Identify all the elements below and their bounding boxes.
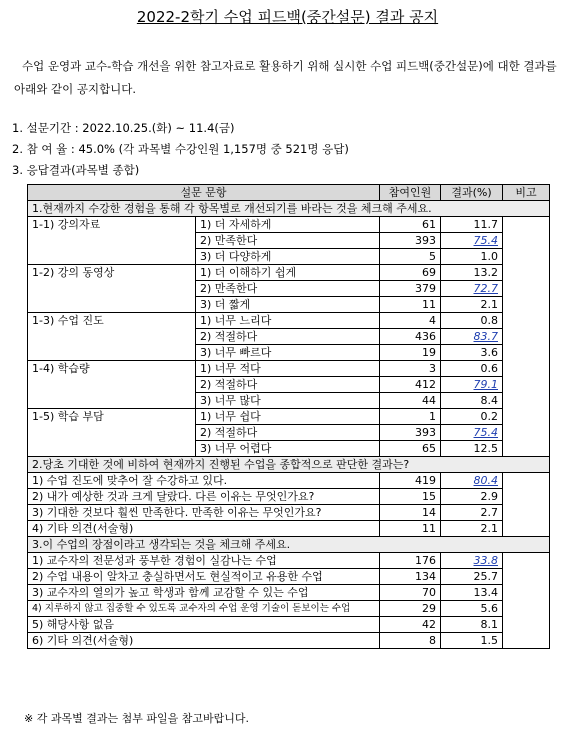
header-result: 결과(%) (441, 185, 503, 201)
pct-cell-highlight: 75.4 (441, 233, 503, 249)
pct-cell: 11.7 (441, 217, 503, 233)
count-cell: 14 (380, 505, 441, 521)
answer-text: 5) 해당사항 없음 (28, 617, 380, 633)
option-text: 3) 더 짧게 (196, 297, 380, 313)
count-cell: 8 (380, 633, 441, 649)
pct-cell-highlight: 83.7 (441, 329, 503, 345)
table-row (28, 585, 550, 601)
option-text: 2) 만족한다 (196, 233, 380, 249)
pct-cell: 8.1 (441, 617, 503, 633)
group-label: 1-1) 강의자료 (28, 217, 196, 265)
option-text: 1) 너무 쉽다 (196, 409, 380, 425)
table-row (28, 217, 550, 233)
pct-cell: 2.1 (441, 521, 503, 537)
count-cell: 393 (380, 425, 441, 441)
note-cell (503, 473, 550, 537)
table-row (28, 409, 550, 425)
pct-cell: 25.7 (441, 569, 503, 585)
option-text: 1) 더 자세하게 (196, 217, 380, 233)
option-text: 3) 너무 어렵다 (196, 441, 380, 457)
table-row (28, 617, 550, 633)
answer-text: 4) 지루하지 않고 집중할 수 있도록 교수자의 수업 운영 기술이 돋보이는 수업 (28, 601, 380, 617)
pct-cell: 3.6 (441, 345, 503, 361)
answer-text: 4) 기타 의견(서술형) (28, 521, 380, 537)
group-label: 1-4) 학습량 (28, 361, 196, 409)
option-text: 2) 만족한다 (196, 281, 380, 297)
group-label: 1-2) 강의 동영상 (28, 265, 196, 313)
table-row (28, 265, 550, 281)
pct-cell-highlight: 80.4 (441, 473, 503, 489)
pct-cell: 1.5 (441, 633, 503, 649)
count-cell: 69 (380, 265, 441, 281)
count-cell: 412 (380, 377, 441, 393)
header-count: 참여인원 (380, 185, 441, 201)
pct-cell-highlight: 79.1 (441, 377, 503, 393)
section-2-row (28, 457, 550, 473)
option-text: 3) 너무 많다 (196, 393, 380, 409)
count-cell: 65 (380, 441, 441, 457)
table-row (28, 505, 550, 521)
count-cell: 1 (380, 409, 441, 425)
answer-text: 3) 기대한 것보다 훨씬 만족한다. 만족한 이유는 무엇인가요? (28, 505, 380, 521)
option-text: 1) 너무 적다 (196, 361, 380, 377)
count-cell: 419 (380, 473, 441, 489)
intro-paragraph: 수업 운영과 교수-학습 개선을 위한 참고자료로 활용하기 위해 실시한 수업 피드백(중간설문)에 대한 결과를 아래와 같이 공지합니다. (14, 59, 557, 96)
pct-cell-highlight: 75.4 (441, 425, 503, 441)
pct-cell: 8.4 (441, 393, 503, 409)
pct-cell: 12.5 (441, 441, 503, 457)
group-label: 1-5) 학습 부담 (28, 409, 196, 457)
answer-text: 1) 교수자의 전문성과 풍부한 경험이 실감나는 수업 (28, 553, 380, 569)
answer-text: 1) 수업 진도에 맞추어 잘 수강하고 있다. (28, 473, 380, 489)
pct-cell: 13.4 (441, 585, 503, 601)
pct-cell: 0.2 (441, 409, 503, 425)
count-cell: 42 (380, 617, 441, 633)
count-cell: 61 (380, 217, 441, 233)
results-heading: 3. 응답결과(과목별 종합) (12, 163, 140, 177)
answer-text: 2) 수업 내용이 알차고 충실하면서도 현실적이고 유용한 수업 (28, 569, 380, 585)
page-title: 2022-2학기 수업 피드백(중간설문) 결과 공지 (136, 8, 439, 26)
table-row (28, 473, 550, 489)
pct-cell: 0.8 (441, 313, 503, 329)
table-row (28, 569, 550, 585)
participation-rate: 2. 참 여 율 : 45.0% (각 과목별 수강인원 1,157명 중 521명 응답) (12, 142, 349, 156)
table-row (28, 489, 550, 505)
survey-period: 1. 설문기간 : 2022.10.25.(화) ~ 11.4(금) (12, 121, 235, 135)
option-text: 2) 적절하다 (196, 425, 380, 441)
table-row (28, 633, 550, 649)
count-cell: 11 (380, 297, 441, 313)
pct-cell: 13.2 (441, 265, 503, 281)
note-cell (503, 217, 550, 457)
section-1-row (28, 201, 550, 217)
option-text: 2) 적절하다 (196, 377, 380, 393)
answer-text: 3) 교수자의 열의가 높고 학생과 함께 교감할 수 있는 수업 (28, 585, 380, 601)
section-3-title: 3.이 수업의 장점이라고 생각되는 것을 체크해 주세요. (28, 537, 550, 553)
table-row (28, 601, 550, 617)
option-text: 3) 더 다양하게 (196, 249, 380, 265)
table-row (28, 313, 550, 329)
count-cell: 3 (380, 361, 441, 377)
table-header-row (28, 185, 550, 201)
option-text: 1) 너무 느리다 (196, 313, 380, 329)
count-cell: 379 (380, 281, 441, 297)
note-cell (503, 553, 550, 649)
count-cell: 19 (380, 345, 441, 361)
pct-cell: 2.9 (441, 489, 503, 505)
count-cell: 70 (380, 585, 441, 601)
option-text: 3) 너무 빠르다 (196, 345, 380, 361)
group-label: 1-3) 수업 진도 (28, 313, 196, 361)
survey-results-table (27, 184, 550, 649)
option-text: 2) 적절하다 (196, 329, 380, 345)
pct-cell-highlight: 33.8 (441, 553, 503, 569)
pct-cell: 2.1 (441, 297, 503, 313)
count-cell: 15 (380, 489, 441, 505)
table-row (28, 521, 550, 537)
footnote: ※ 각 과목별 결과는 첨부 파일을 참고바랍니다. (24, 712, 249, 725)
table-row (28, 553, 550, 569)
section-3-row (28, 537, 550, 553)
count-cell: 436 (380, 329, 441, 345)
count-cell: 11 (380, 521, 441, 537)
count-cell: 393 (380, 233, 441, 249)
pct-cell-highlight: 72.7 (441, 281, 503, 297)
pct-cell: 0.6 (441, 361, 503, 377)
header-note: 비고 (503, 185, 550, 201)
option-text: 1) 더 이해하기 쉽게 (196, 265, 380, 281)
count-cell: 134 (380, 569, 441, 585)
table-row (28, 361, 550, 377)
pct-cell: 2.7 (441, 505, 503, 521)
pct-cell: 1.0 (441, 249, 503, 265)
answer-text: 6) 기타 의견(서술형) (28, 633, 380, 649)
header-question: 설문 문항 (28, 185, 380, 201)
count-cell: 29 (380, 601, 441, 617)
count-cell: 4 (380, 313, 441, 329)
count-cell: 176 (380, 553, 441, 569)
section-2-title: 2.당초 기대한 것에 비하여 현재까지 진행된 수업을 종합적으로 판단한 결과는? (28, 457, 550, 473)
answer-text: 2) 내가 예상한 것과 크게 달랐다. 다른 이유는 무엇인가요? (28, 489, 380, 505)
section-1-title: 1.현재까지 수강한 경험을 통해 각 항목별로 개선되기를 바라는 것을 체크해 주세요. (28, 201, 550, 217)
pct-cell: 5.6 (441, 601, 503, 617)
count-cell: 44 (380, 393, 441, 409)
count-cell: 5 (380, 249, 441, 265)
